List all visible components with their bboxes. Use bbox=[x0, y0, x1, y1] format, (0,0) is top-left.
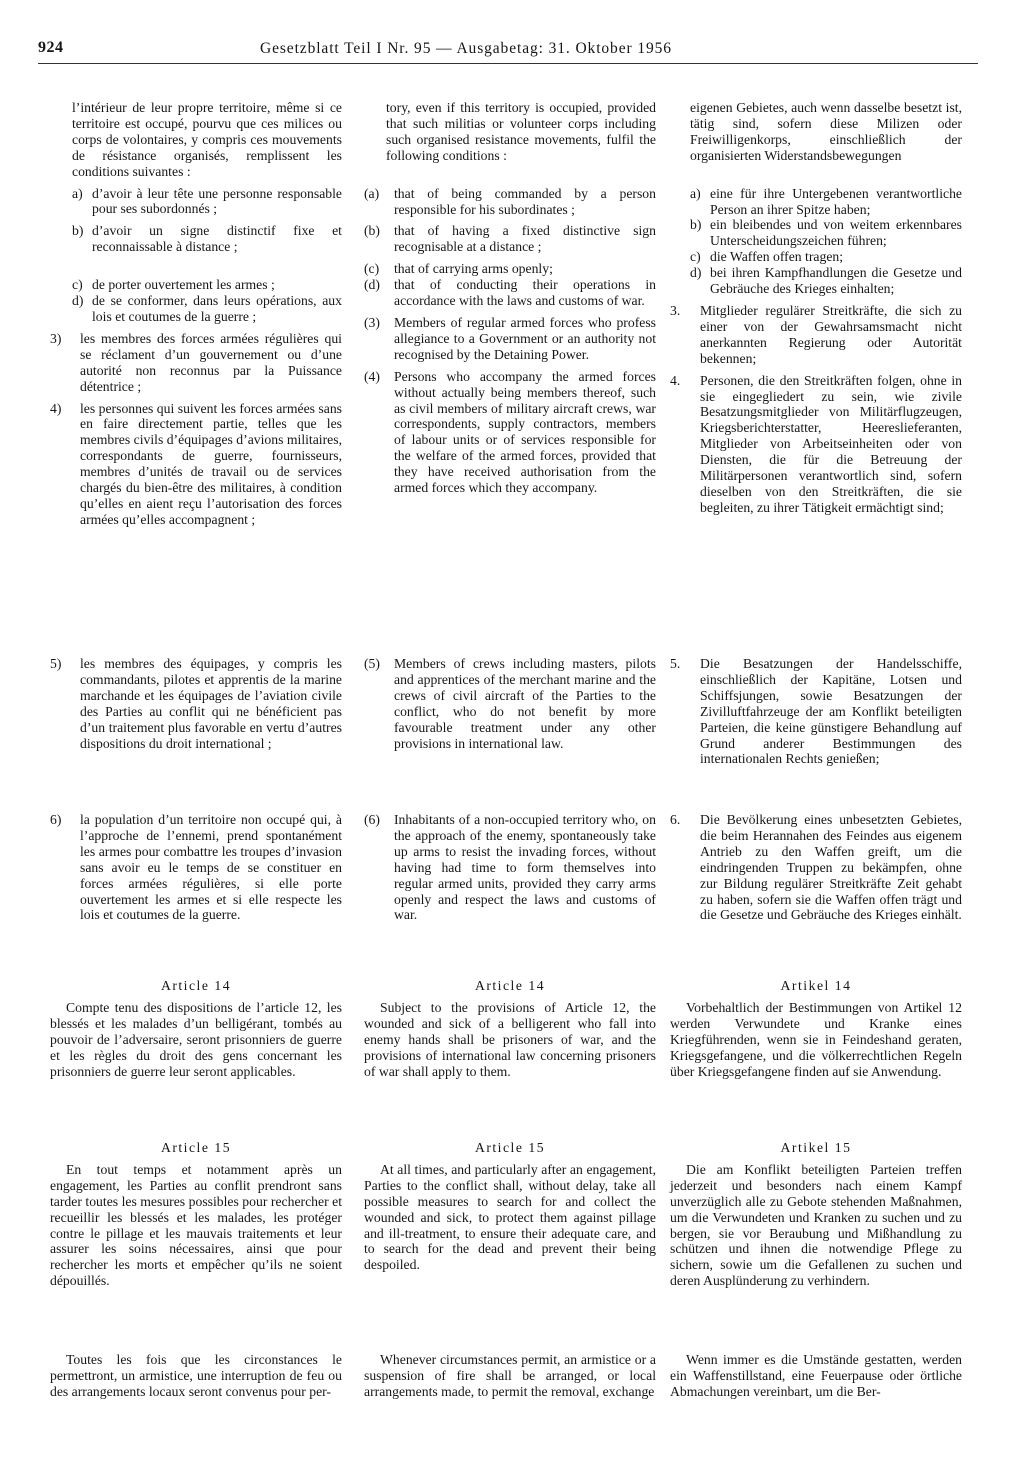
french-enumeration bbox=[50, 100, 342, 528]
german-item-6 bbox=[670, 812, 962, 923]
item-text: les personnes qui suivent les forces armées sans en faire directement partie, telles que les membres civils d’équipages d’avions militaires, correspondants de guerre, fournisseurs, membres d’unités de travail ou de services chargés du bien-être des militaires, à condition qu’elles en aient reçu l’autorisation des forces armées qu’elles accompagnent ; bbox=[80, 400, 342, 527]
item-marker: 5) bbox=[50, 656, 62, 671]
french-article-14 bbox=[50, 978, 342, 1079]
condition-d bbox=[364, 277, 656, 309]
condition-b bbox=[50, 223, 342, 255]
item-text: ein bleibendes und von weitem erkennbares Unterscheidungszeichen führen; bbox=[710, 217, 962, 249]
article-heading: Artikel 14 bbox=[780, 978, 852, 993]
german-enumeration bbox=[670, 100, 962, 516]
item-text: de se conformer, dans leurs opérations, aux lois et coutumes de la guerre ; bbox=[92, 293, 342, 324]
item-text: Members of crews including masters, pilots and apprentices of the merchant marine and the crews of civil aircraft of the Parties to the conflict, who do not benefit by more favourable treatment under any other provisions in international law. bbox=[394, 656, 656, 751]
item-text: that of being commanded by a person responsible for his subordinates ; bbox=[394, 185, 656, 217]
french-article-15-paragraph-2 bbox=[50, 1352, 342, 1400]
item-marker: (5) bbox=[364, 656, 380, 671]
intro-paragraph: tory, even if this territory is occupied, provided that such militias or volunteer corps including such organised resistance movements, fulfil the following conditions : bbox=[386, 100, 656, 163]
item-marker: 3. bbox=[670, 302, 681, 318]
french-item-6 bbox=[50, 812, 342, 923]
article-heading: Article 14 bbox=[474, 978, 546, 993]
article-paragraph: At all times, and particularly after an engagement, Parties to the conflict shall, without delay, take all possible measures to search for and collect the wounded and sick, to protect them against pillage and ill-treatment, to ensure their adequate care, and to search for the dead and prevent their being despoiled. bbox=[364, 1161, 656, 1273]
article-heading: Artikel 15 bbox=[780, 1140, 852, 1155]
item-text: d’avoir à leur tête une personne responsable pour ses subordonnés ; bbox=[92, 185, 342, 217]
article-paragraph: Die am Konflikt beteiligten Parteien treffen jederzeit und besonders nach einem Kampf unverzüglich alle zu Gebote stehenden Maßnahmen, um die Verwundeten und Kranken zu suchen und zu bergen, sie vor Beraubung und Mißhandlung zu schützen und ihnen die notwendige Pflege zu sichern, sowie um die Gefallenen zu suchen und deren Ausplünderung zu verhindern. bbox=[670, 1161, 962, 1289]
item-marker: a) bbox=[690, 185, 701, 201]
item-3 bbox=[670, 303, 962, 367]
item-text: les membres des équipages, y compris les commandants, pilotes et apprentis de la marine marchande et les équipages de l’aviation civile des Parties au conflit qui ne bénéficient pas d’un traitement plus favorable en vertu d’autres dispositions du droit international ; bbox=[80, 656, 342, 751]
item-text: Persons who accompany the armed forces without actually being members thereof, such as civil members of military aircraft crews, war correspondents, supply contractors, members of labour units or of services responsible for the welfare of the armed forces, provided that they have received authorisation from the armed forces which they accompany. bbox=[394, 368, 656, 496]
german-article-14 bbox=[670, 978, 962, 1079]
condition-b bbox=[670, 217, 962, 249]
english-item-5 bbox=[364, 656, 656, 751]
item-marker: a) bbox=[72, 185, 83, 201]
french-article-15 bbox=[50, 1140, 342, 1289]
english-item-6 bbox=[364, 812, 656, 923]
german-article-15 bbox=[670, 1140, 962, 1289]
item-marker: 5. bbox=[670, 656, 681, 671]
article-heading: Article 15 bbox=[474, 1140, 546, 1155]
item-marker: b) bbox=[72, 223, 84, 239]
item-text: Mitglieder regulärer Streitkräfte, die sich zu einer von der Gewahrsamsmacht nicht anerkannten Regierung oder Autorität bekennen; bbox=[700, 302, 962, 366]
article-paragraph: Vorbehaltlich der Bestimmungen von Artikel 12 werden Verwundete und Kranke eines Kriegführenden, wenn sie in Feindeshand geraten, Kriegsgefangene, und die völkerrechtlichen Regeln über Kriegsgefangene finden auf sie Anwendung. bbox=[670, 999, 962, 1079]
item-marker: d) bbox=[690, 265, 702, 281]
item-marker: 6) bbox=[50, 812, 62, 827]
english-article-15-paragraph-2 bbox=[364, 1352, 656, 1400]
page-number: 924 bbox=[38, 39, 64, 56]
item-text: Members of regular armed forces who profess allegiance to a Government or an authority not recognised by the Detaining Power. bbox=[394, 314, 656, 362]
item-marker: (6) bbox=[364, 812, 380, 827]
item-4 bbox=[670, 373, 962, 516]
item-text: de porter ouvertement les armes ; bbox=[92, 277, 275, 293]
english-article-14 bbox=[364, 978, 656, 1079]
item-marker: (c) bbox=[364, 261, 380, 277]
item-text: d’avoir un signe distinctif fixe et reconnaissable à distance ; bbox=[92, 223, 342, 255]
item-text: Die Bevölkerung eines unbesetzten Gebietes, die beim Herannahen des Feindes aus eigenem Antrieb zu den Waffen greift, um die eindringenden Truppen zu bekämpfen, ohne zur Bildung regulärer Streitkräfte Zeit gehabt zu haben, sofern sie die Waffen offen trägt und die Gesetze und Gebräuche des Krieges einhält. bbox=[700, 812, 962, 923]
item-marker: d) bbox=[72, 293, 84, 309]
item-marker: 4. bbox=[670, 372, 681, 388]
item-text: eine für ihre Untergebenen verantwortliche Person an ihrer Spitze haben; bbox=[710, 185, 962, 217]
article-paragraph: Compte tenu des dispositions de l’article 12, les blessés et les malades d’un belligérant, tombés au pouvoir de l’adversaire, seront prisonniers de guerre et les règles du droit des gens concernant les prisonniers de guerre leur seront applicables. bbox=[50, 999, 342, 1079]
intro-paragraph: eigenen Gebietes, auch wenn dasselbe besetzt ist, tätig sind, sofern diese Milizen oder Freiwilligenkorps, einschließlich der organisierten Widerstandsbewegungen bbox=[690, 100, 962, 163]
article-heading: Article 14 bbox=[160, 978, 232, 993]
item-marker: c) bbox=[690, 249, 701, 265]
item-text: Inhabitants of a non-occupied territory who, on the approach of the enemy, spontaneously take up arms to resist the invading forces, without having had time to form themselves into regular armed units, provided they carry arms openly and respect the laws and customs of war. bbox=[394, 812, 656, 923]
french-item-5 bbox=[50, 656, 342, 751]
german-article-15-paragraph-2 bbox=[670, 1352, 962, 1400]
condition-c bbox=[364, 261, 656, 277]
article-paragraph: Toutes les fois que les circonstances le permettront, un armistice, une interruption de feu ou des arrangements locaux seront convenus pour per- bbox=[50, 1352, 342, 1399]
condition-a bbox=[364, 186, 656, 218]
running-head: Gesetzblatt Teil I Nr. 95 — Ausgabetag: 31. Oktober 1956 bbox=[260, 40, 672, 57]
english-article-15 bbox=[364, 1140, 656, 1273]
item-marker: b) bbox=[690, 217, 702, 233]
item-text: that of conducting their operations in accordance with the laws and customs of war. bbox=[394, 277, 656, 309]
item-text: that of having a fixed distinctive sign recognisable at a distance ; bbox=[394, 223, 656, 255]
item-text: bei ihren Kampfhandlungen die Gesetze und Gebräuche des Krieges einhalten; bbox=[710, 265, 962, 297]
item-marker: (a) bbox=[364, 185, 380, 201]
item-4 bbox=[50, 401, 342, 528]
condition-c bbox=[50, 277, 342, 293]
article-paragraph: Subject to the provisions of Article 12, the wounded and sick of a belligerent who fall into enemy hands shall be prisoners of war, and the provisions of international law concerning prisoners of war shall apply to them. bbox=[364, 999, 656, 1079]
condition-d bbox=[50, 293, 342, 325]
item-marker: 6. bbox=[670, 812, 681, 827]
article-paragraph: Wenn immer es die Umstände gestatten, werden ein Waffenstillstand, eine Feuerpause oder örtliche Abmachungen vereinbart, um die Ber- bbox=[670, 1352, 962, 1399]
item-marker: (4) bbox=[364, 368, 380, 384]
item-text: that of carrying arms openly; bbox=[394, 261, 553, 277]
item-marker: 3) bbox=[50, 330, 62, 346]
item-4 bbox=[364, 369, 656, 496]
header-rule bbox=[38, 63, 978, 64]
article-heading: Article 15 bbox=[160, 1140, 232, 1155]
condition-d bbox=[670, 265, 962, 297]
item-text: Personen, die den Streitkräften folgen, ohne in sie eingegliedert zu sein, wie zivile Besatzungsmitglieder von Militärflugzeugen, Kriegsberichterstatter, Heereslieferanten, Mitglieder von Arbeitseinheiten oder von Diensten, die für die Betreuung der Militärpersonen verantwortlich sind, sofern dieselben von den Streitkräften, die sie begleiten, zu ihrer Tätigkeit ermächtigt sind; bbox=[700, 372, 962, 515]
item-marker: (3) bbox=[364, 314, 380, 330]
english-enumeration bbox=[364, 100, 656, 496]
item-marker: c) bbox=[72, 277, 83, 293]
item-marker: (d) bbox=[364, 277, 380, 293]
item-text: Die Besatzungen der Handelsschiffe, einschließlich der Kapitäne, Lotsen und Schiffsjungen, sowie Besatzungen der Zivilluftfahrzeuge der am Konflikt beteiligten Parteien, die keine günstigere Behandlung auf Grund anderer Bestimmungen des internationalen Rechts genießen; bbox=[700, 656, 962, 767]
condition-b bbox=[364, 223, 656, 255]
item-text: die Waffen offen tragen; bbox=[710, 249, 844, 265]
article-paragraph: En tout temps et notamment après un engagement, les Parties au conflit prendront sans tarder toutes les mesures possibles pour rechercher et recueillir les blessés et les malades, les protéger contre le pillage et les mauvais traitements et leur assurer les soins nécessaires, ainsi que pour rechercher les morts et empêcher qu’ils ne soient dépouillés. bbox=[50, 1161, 342, 1289]
page-header bbox=[38, 37, 978, 69]
item-3 bbox=[50, 331, 342, 395]
intro-paragraph: l’intérieur de leur propre territoire, même si ce territoire est occupé, pourvu que ces milices ou corps de volontaires, y compris ces mouvements de résistance organisés, remplissent les conditions suivantes : bbox=[72, 100, 342, 179]
item-marker: 4) bbox=[50, 400, 62, 416]
condition-c bbox=[670, 249, 962, 265]
condition-a bbox=[50, 186, 342, 218]
condition-a bbox=[670, 186, 962, 218]
item-3 bbox=[364, 315, 656, 363]
german-item-5 bbox=[670, 656, 962, 767]
item-text: la population d’un territoire non occupé qui, à l’approche de l’ennemi, prend spontanément les armes pour combattre les troupes d’invasion sans avoir eu le temps de se constituer en forces armées régulières, si elle porte ouvertement les armes et si elle respecte les lois et coutumes de la guerre. bbox=[80, 812, 342, 923]
article-paragraph: Whenever circumstances permit, an armistice or a suspension of fire shall be arranged, or local arrangements made, to permit the removal, exchange bbox=[364, 1352, 656, 1399]
item-marker: (b) bbox=[364, 223, 380, 239]
item-text: les membres des forces armées régulières qui se réclament d’un gouvernement ou d’une autorité non reconnus par la Puissance détentrice ; bbox=[80, 330, 342, 394]
